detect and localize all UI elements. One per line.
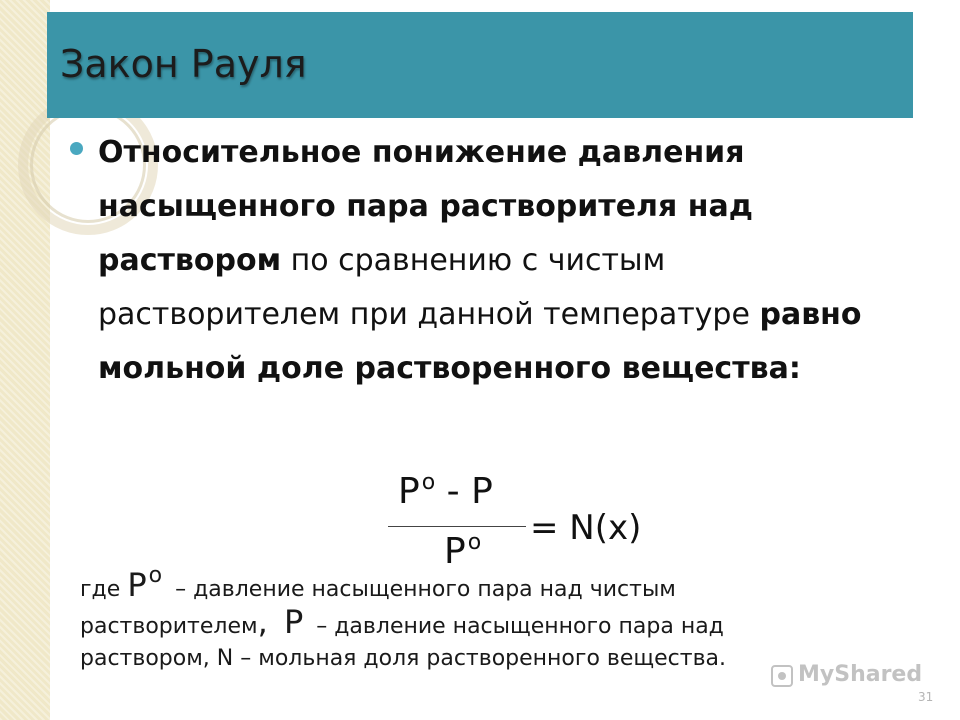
bullet-bold-part2: равно мольной доле растворенного вещества: <box>98 297 862 386</box>
bullet-bold-part1: Относительное понижение давления насыщенного пара растворителя над раствором <box>98 135 753 278</box>
slide-title: Закон Рауля <box>60 42 307 86</box>
explanation-text1: – давление насыщенного пара над чистым растворителем <box>80 577 676 639</box>
formula-numerator <box>398 470 493 512</box>
side-decoration-strip <box>0 0 50 720</box>
formula-explanation <box>80 560 860 675</box>
bullet-normal-part: по сравнению с чистым растворителем при данной температуре <box>98 243 760 332</box>
fraction-line <box>388 526 526 527</box>
explanation-text2: – давление насыщенного пара над раствором, N – мольная доля растворенного вещества. <box>80 614 727 671</box>
symbol-p0-sup: o <box>148 563 163 588</box>
symbol-p0-letter: P <box>127 566 147 604</box>
page-number: 31 <box>918 690 934 704</box>
denominator-p: P <box>444 531 466 572</box>
symbol-p: P <box>283 603 304 641</box>
denominator-sup: o <box>467 530 482 555</box>
numerator-sup: o <box>421 470 436 495</box>
formula-equals: = N(x) <box>530 508 642 548</box>
numerator-p: P <box>398 471 420 512</box>
bullet-text <box>98 126 898 396</box>
bullet-dot <box>70 142 83 155</box>
symbol-p0 <box>127 563 163 604</box>
where-label: где <box>80 577 128 602</box>
comma: , <box>257 603 278 641</box>
numerator-rest: - P <box>435 471 493 512</box>
watermark-text: MyShared <box>798 662 923 687</box>
watermark-logo-icon <box>770 664 794 688</box>
